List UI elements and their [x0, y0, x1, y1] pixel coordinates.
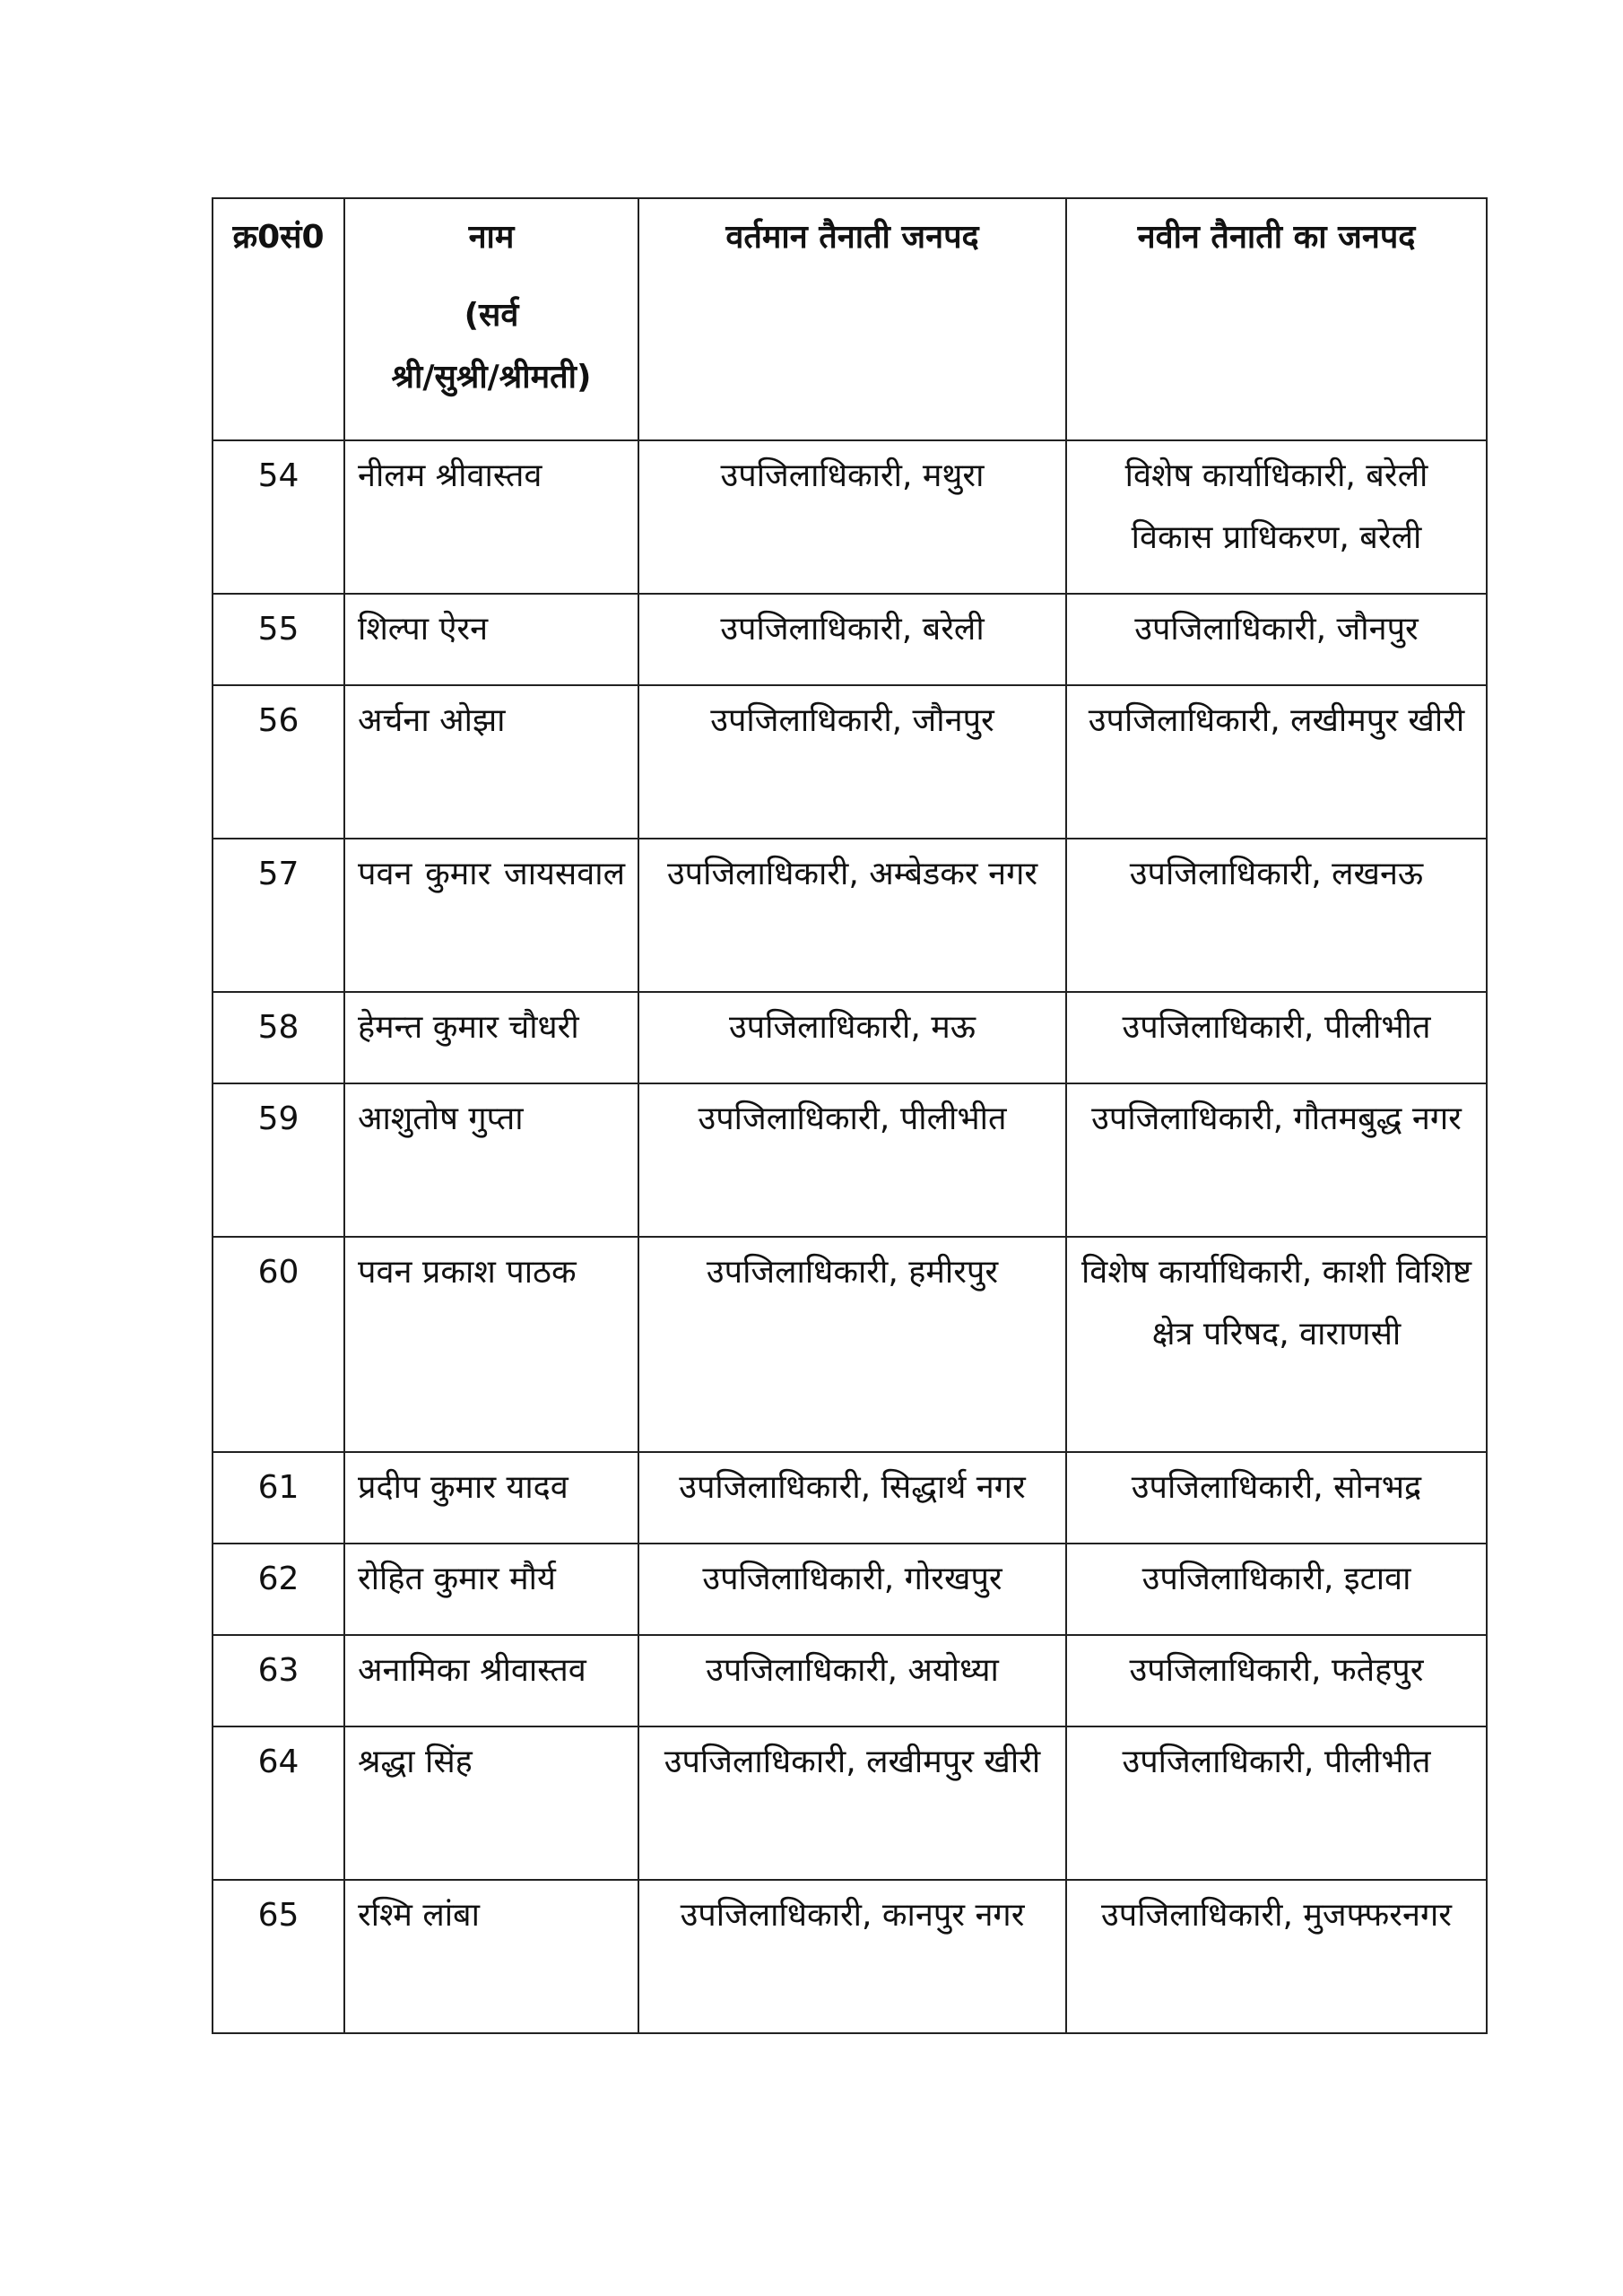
row-sno: 56: [213, 685, 344, 839]
row-sno: 60: [213, 1237, 344, 1452]
row-sno: 55: [213, 594, 344, 685]
row-name: नीलम श्रीवास्तव: [344, 440, 638, 594]
table-row: [213, 1452, 1487, 1544]
row-new-posting: उपजिलाधिकारी, पीलीभीत: [1066, 992, 1487, 1083]
row-name: पवन प्रकाश पाठक: [344, 1237, 638, 1452]
row-current-posting: उपजिलाधिकारी, जौनपुर: [638, 685, 1066, 839]
table-row: [213, 1544, 1487, 1635]
row-new-posting: उपजिलाधिकारी, मुजफ्फरनगर: [1066, 1880, 1487, 2033]
header-name-line2: (सर्व: [464, 297, 519, 334]
row-current-posting: उपजिलाधिकारी, सिद्धार्थ नगर: [638, 1452, 1066, 1544]
row-sno: 65: [213, 1880, 344, 2033]
row-name: शिल्पा ऐरन: [344, 594, 638, 685]
row-current-posting: उपजिलाधिकारी, पीलीभीत: [638, 1083, 1066, 1237]
row-new-posting: विशेष कार्याधिकारी, बरेली विकास प्राधिकरण, बरेली: [1066, 440, 1487, 594]
table-row: [213, 1635, 1487, 1726]
table-row: [213, 1237, 1487, 1452]
row-sno: 64: [213, 1726, 344, 1880]
row-current-posting: उपजिलाधिकारी, बरेली: [638, 594, 1066, 685]
row-new-posting: उपजिलाधिकारी, फतेहपुर: [1066, 1635, 1487, 1726]
header-name-line3: श्री/सुश्री/श्रीमती): [391, 359, 592, 396]
table-row: [213, 1880, 1487, 2033]
row-name: श्रद्धा सिंह: [344, 1726, 638, 1880]
row-new-posting: विशेष कार्याधिकारी, काशी विशिष्ट क्षेत्र परिषद, वाराणसी: [1066, 1237, 1487, 1452]
row-current-posting: उपजिलाधिकारी, अम्बेडकर नगर: [638, 839, 1066, 992]
row-name: रोहित कुमार मौर्य: [344, 1544, 638, 1635]
row-sno: 61: [213, 1452, 344, 1544]
row-current-posting: उपजिलाधिकारी, हमीरपुर: [638, 1237, 1066, 1452]
table-row: [213, 440, 1487, 594]
header-current-posting: वर्तमान तैनाती जनपद: [638, 198, 1066, 440]
row-current-posting: उपजिलाधिकारी, मऊ: [638, 992, 1066, 1083]
row-new-posting: उपजिलाधिकारी, जौनपुर: [1066, 594, 1487, 685]
row-new-posting: उपजिलाधिकारी, पीलीभीत: [1066, 1726, 1487, 1880]
table-row: [213, 1726, 1487, 1880]
row-name: प्रदीप कुमार यादव: [344, 1452, 638, 1544]
row-name: अनामिका श्रीवास्तव: [344, 1635, 638, 1726]
row-new-posting: उपजिलाधिकारी, इटावा: [1066, 1544, 1487, 1635]
row-name: हेमन्त कुमार चौधरी: [344, 992, 638, 1083]
row-sno: 62: [213, 1544, 344, 1635]
row-new-posting: उपजिलाधिकारी, लखनऊ: [1066, 839, 1487, 992]
table-row: [213, 839, 1487, 992]
row-name: अर्चना ओझा: [344, 685, 638, 839]
row-current-posting: उपजिलाधिकारी, अयोध्या: [638, 1635, 1066, 1726]
row-sno: 57: [213, 839, 344, 992]
row-new-posting: उपजिलाधिकारी, सोनभद्र: [1066, 1452, 1487, 1544]
row-current-posting: उपजिलाधिकारी, गोरखपुर: [638, 1544, 1066, 1635]
table-row: [213, 992, 1487, 1083]
table-row: [213, 594, 1487, 685]
row-current-posting: उपजिलाधिकारी, लखीमपुर खीरी: [638, 1726, 1066, 1880]
row-new-posting: उपजिलाधिकारी, गौतमबुद्ध नगर: [1066, 1083, 1487, 1237]
row-sno: 58: [213, 992, 344, 1083]
row-sno: 59: [213, 1083, 344, 1237]
row-name: पवन कुमार जायसवाल: [344, 839, 638, 992]
table-header-row: [213, 198, 1487, 440]
table-row: [213, 1083, 1487, 1237]
row-sno: 54: [213, 440, 344, 594]
table-row: [213, 685, 1487, 839]
row-name: रश्मि लांबा: [344, 1880, 638, 2033]
row-name: आशुतोष गुप्ता: [344, 1083, 638, 1237]
row-current-posting: उपजिलाधिकारी, मथुरा: [638, 440, 1066, 594]
header-name: [344, 198, 638, 440]
header-name-line1: नाम: [468, 219, 515, 256]
row-current-posting: उपजिलाधिकारी, कानपुर नगर: [638, 1880, 1066, 2033]
header-sno: क्र0सं0: [213, 198, 344, 440]
transfer-table: [212, 197, 1488, 2034]
row-new-posting: उपजिलाधिकारी, लखीमपुर खीरी: [1066, 685, 1487, 839]
row-sno: 63: [213, 1635, 344, 1726]
header-new-posting: नवीन तैनाती का जनपद: [1066, 198, 1487, 440]
